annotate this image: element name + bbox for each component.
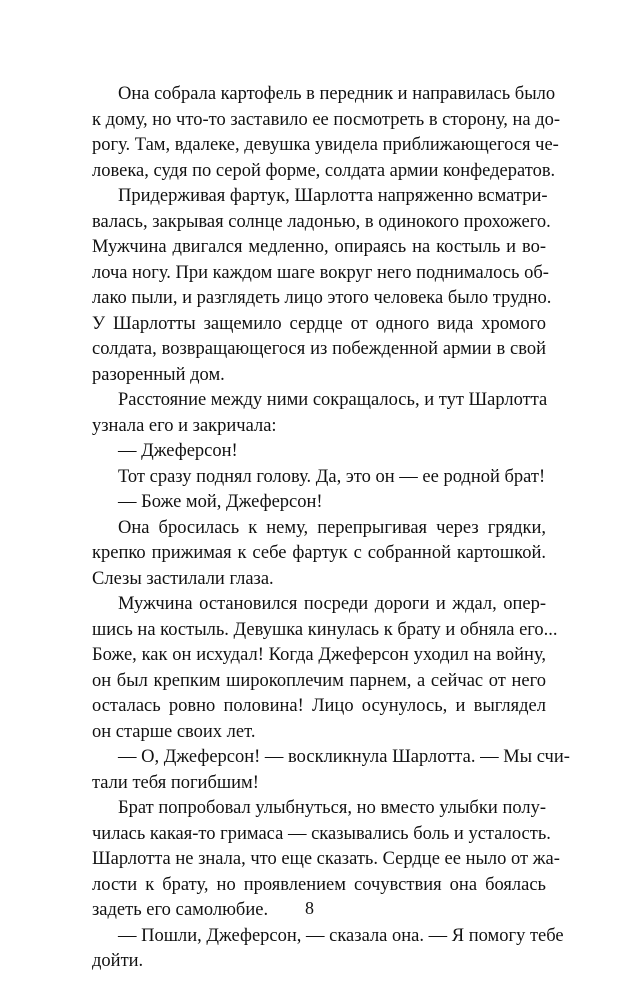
text-line: узнала его и закричала: bbox=[92, 415, 277, 436]
text-line: — Джеферсон! bbox=[118, 441, 238, 461]
text-line: Расстояние между ними сокращалось, и тут Шарлотта bbox=[118, 390, 548, 410]
text-line: Мужчина двигался медленно, опираясь на костыль и во- bbox=[92, 237, 546, 257]
text-line: лоча ногу. При каждом шаге вокруг него поднималось об- bbox=[92, 262, 549, 283]
text-line: крепко прижимая к себе фартук с собранной картошкой. bbox=[92, 543, 546, 563]
text-line: Брат попробовал улыбнуться, но вместо улыбки полу- bbox=[118, 798, 546, 818]
text-line: лако пыли, и разглядеть лицо этого человека было трудно. bbox=[92, 288, 552, 308]
text-line: Придерживая фартук, Шарлотта напряженно всматри- bbox=[118, 186, 548, 206]
text-line: он был крепким широкоплечим парнем, а сейчас от него bbox=[92, 670, 546, 691]
page-number: 8 bbox=[305, 898, 314, 918]
text-line: чилась какая-то гримаса — сказывались боль и усталость. bbox=[92, 823, 551, 844]
text-line: Тот сразу поднял голову. Да, это он — ее родной брат! bbox=[118, 466, 546, 487]
text-line: Мужчина остановился посреди дороги и ждал, опер- bbox=[118, 594, 546, 614]
text-line: солдата, возвращающегося из побежденной армии в свой bbox=[92, 339, 546, 359]
text-line: Она бросилась к нему, перепрыгивая через грядки, bbox=[118, 517, 546, 538]
text-line: Она собрала картофель в передник и направилась было bbox=[118, 84, 556, 104]
text-line: Шарлотта не знала, что еще сказать. Сердце ее ныло от жа- bbox=[92, 849, 560, 869]
text-line: дойти. bbox=[92, 951, 144, 971]
text-line: ловека, судя по серой форме, солдата армии конфедератов. bbox=[92, 160, 556, 181]
text-line: шись на костыль. Девушка кинулась к брату и обняла его... bbox=[92, 619, 558, 640]
text-line: — Пошли, Джеферсон, — сказала она. — Я помогу тебе bbox=[118, 925, 564, 946]
text-line: рогу. Там, вдалеке, девушка увидела приближающегося че- bbox=[92, 135, 559, 155]
text-line: задеть его самолюбие. bbox=[92, 900, 269, 920]
text-line: к дому, но что-то заставило ее посмотреть в сторону, на до- bbox=[92, 109, 561, 130]
text-line: — Боже мой, Джеферсон! bbox=[118, 492, 323, 512]
text-line: Слезы застилали глаза. bbox=[92, 568, 274, 589]
text-line: У Шарлотты защемило сердце от одного вида хромого bbox=[92, 313, 546, 334]
text-line: разоренный дом. bbox=[92, 364, 225, 385]
text-line: он старше своих лет. bbox=[92, 721, 256, 742]
text-line: лости к брату, но проявлением сочувствия она боялась bbox=[92, 874, 546, 895]
text-line: валась, закрывая солнце ладонью, в одинокого прохожего. bbox=[92, 211, 551, 232]
text-line: Боже, как он исхудал! Когда Джеферсон уходил на войну, bbox=[92, 645, 546, 665]
text-line: тали тебя погибшим! bbox=[92, 772, 259, 793]
text-line: — О, Джеферсон! — воскликнула Шарлотта. — Мы счи- bbox=[118, 747, 570, 767]
body-text bbox=[92, 82, 570, 975]
text-line: осталась ровно половина! Лицо осунулось, и выглядел bbox=[92, 696, 546, 716]
